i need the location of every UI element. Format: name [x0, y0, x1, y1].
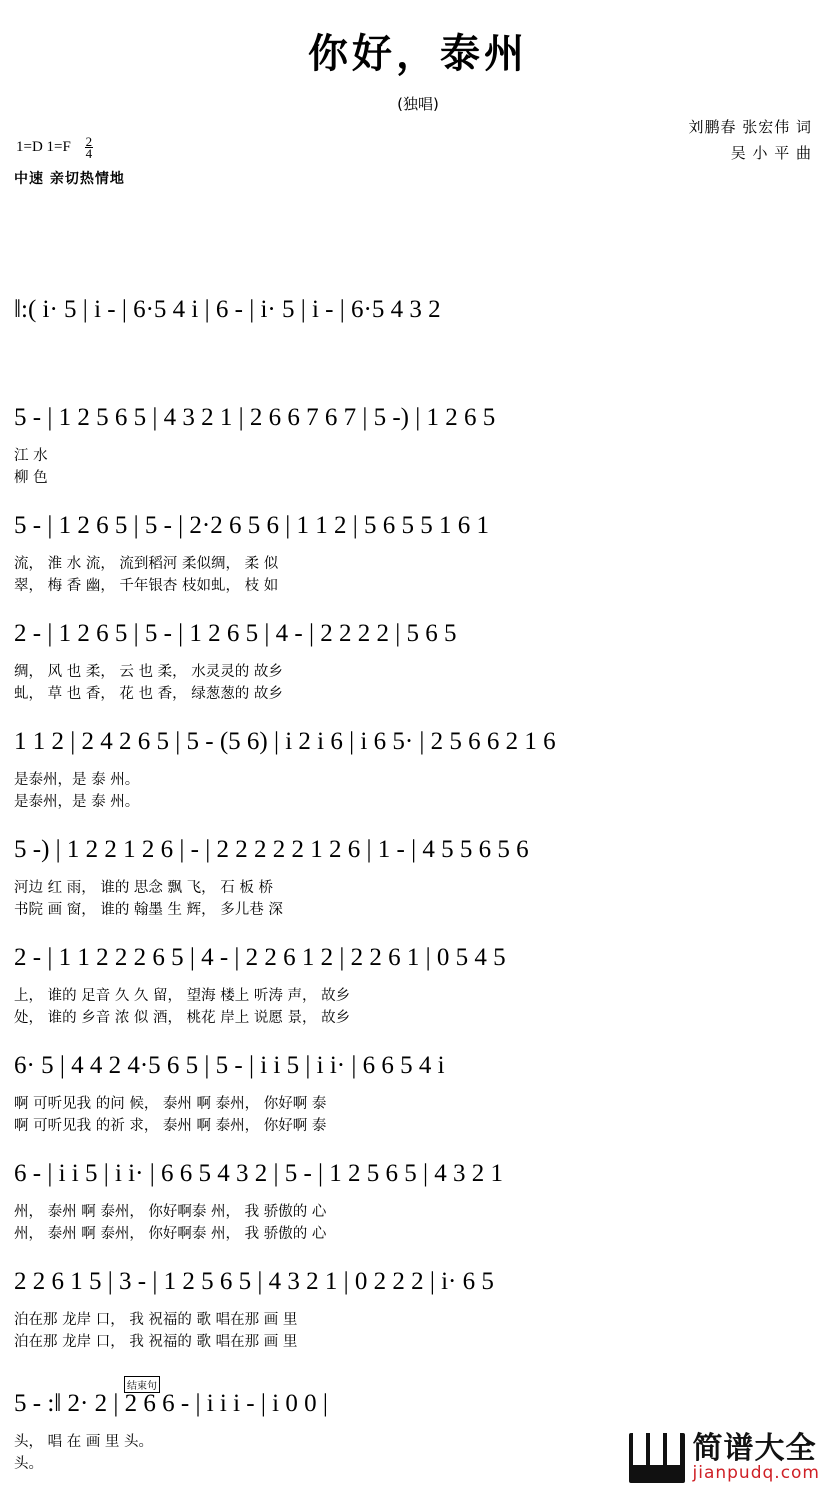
staff-system: [14, 620, 822, 728]
staff-system: [14, 512, 822, 620]
sheet-music-page: [0, 22, 836, 1493]
staff-system: [14, 944, 822, 1052]
note-row: 6 - | i i 5 | i i· | 6 6 5 4 3 2 | 5 - | 1 2 5 6 5 | 4 3 2 1: [14, 1160, 504, 1187]
staff-system: [14, 296, 822, 404]
lyricist: 刘鹏春 张宏伟 词: [688, 118, 812, 136]
key-signature: [16, 136, 93, 159]
note-row: 2 - | 1 1 2 2 2 6 5 | 4 - | 2 2 6 1 2 | 2 2 6 1 | 0 5 4 5: [14, 944, 506, 971]
key-signature-text: 1=D 1=F: [16, 138, 71, 155]
lyric-row-verse1: 上， 谁的 足音 久 久 留， 望海 楼上 听涛 声， 故乡: [14, 988, 351, 1004]
time-signature: [85, 136, 94, 159]
composer: 吴 小 平 曲: [730, 144, 812, 162]
note-row: 5 - :‖ 2· 2 | 2 6 6 - | i i i - | i 0 0 |: [14, 1390, 328, 1417]
staff-system: [14, 1268, 822, 1376]
lyric-row-verse2: 是泰州，是 泰 州。: [14, 794, 140, 810]
staff-system: [14, 1160, 822, 1268]
lyric-row-verse1: 河边 红 雨， 谁的 思念 飘 飞， 石 板 桥: [14, 880, 273, 896]
lyric-row-verse1: 绸， 风 也 柔， 云 也 柔， 水灵灵的 故乡: [14, 664, 283, 680]
lyric-row-verse2: 处， 谁的 乡音 浓 似 酒， 桃花 岸上 说愿 景， 故乡: [14, 1010, 351, 1026]
note-row: 2 2 6 1 5 | 3 - | 1 2 5 6 5 | 4 3 2 1 | 0 2 2 2 | i· 6 5: [14, 1268, 494, 1295]
time-signature-denominator: 4: [85, 146, 93, 161]
piano-keys-icon: [629, 1433, 685, 1483]
note-row: ‖:( i· 5 | i - | 6·5 4 i | 6 - | i· 5 | i - | 6·5 4 3 2: [14, 296, 441, 323]
tempo-marking: 中速 亲切热情地: [14, 171, 125, 187]
lyric-row-verse2: 书院 画 窗， 谁的 翰墨 生 辉， 多儿巷 深: [14, 902, 283, 918]
note-row: 1 1 2 | 2 4 2 6 5 | 5 - (5 6) | i 2 i 6 | i 6 5· | 2 5 6 6 2 1 6: [14, 728, 556, 755]
lyric-row-verse1: 头， 唱 在 画 里 头。: [14, 1434, 154, 1450]
lyric-row-verse2: 啊 可听见我 的祈 求， 泰州 啊 泰州， 你好啊 泰: [14, 1118, 327, 1134]
watermark-title: 简谱大全: [692, 1431, 817, 1467]
staff-system: [14, 404, 822, 512]
lyric-row-verse2: 柳 色: [14, 470, 48, 486]
page-title: 你好，泰州: [308, 31, 528, 77]
watermark-text: [693, 1433, 821, 1482]
note-row: 5 - | 1 2 5 6 5 | 4 3 2 1 | 2 6 6 7 6 7 | 5 -) | 1 2 6 5: [14, 404, 496, 431]
lyric-row-verse1: 流， 淮 水 流， 流到稻河 柔似绸， 柔 似: [14, 556, 279, 572]
credits: [688, 114, 812, 166]
performance-type: (独唱): [397, 95, 439, 113]
site-watermark: [629, 1433, 821, 1483]
watermark-url: jianpudq.com: [692, 1462, 820, 1483]
coda-label: 结束句: [124, 1376, 160, 1393]
lyric-row-verse1: [14, 336, 822, 358]
lyric-row-verse1: 江 水: [14, 448, 48, 464]
lyric-row-verse1: 泊在那 龙岸 口， 我 祝福的 歌 唱在那 画 里: [14, 1312, 298, 1328]
time-signature-numerator: 2: [85, 134, 93, 149]
lyric-row-verse2: 头。: [14, 1456, 43, 1472]
lyric-row-verse1: 是泰州，是 泰 州。: [14, 772, 140, 788]
note-row: 2 - | 1 2 6 5 | 5 - | 1 2 6 5 | 4 - | 2 2 2 2 | 5 6 5: [14, 620, 457, 647]
staff-system: [14, 728, 822, 836]
note-row: 6· 5 | 4 4 2 4·5 6 5 | 5 - | i i 5 | i i· | 6 6 5 4 i: [14, 1052, 445, 1079]
lyric-row-verse1: 啊 可听见我 的问 候， 泰州 啊 泰州， 你好啊 泰: [14, 1096, 327, 1112]
lyric-row-verse1: 州， 泰州 啊 泰州， 你好啊泰 州， 我 骄傲的 心: [14, 1204, 327, 1220]
lyric-row-verse2: [14, 358, 822, 380]
lyric-row-verse2: 泊在那 龙岸 口， 我 祝福的 歌 唱在那 画 里: [14, 1334, 298, 1350]
lyric-row-verse2: 翠， 梅 香 幽， 千年银杏 枝如虬， 枝 如: [14, 578, 279, 594]
staff-system: [14, 836, 822, 944]
staff-system: [14, 1052, 822, 1160]
lyric-row-verse2: 虬， 草 也 香， 花 也 香， 绿葱葱的 故乡: [14, 686, 283, 702]
note-row: 5 - | 1 2 6 5 | 5 - | 2·2 6 5 6 | 1 1 2 | 5 6 5 5 1 6 1: [14, 512, 489, 539]
note-row: 5 -) | 1 2 2 1 2 6 | - | 2 2 2 2 2 1 2 6 | 1 - | 4 5 5 6 5 6: [14, 836, 529, 863]
lyric-row-verse2: 州， 泰州 啊 泰州， 你好啊泰 州， 我 骄傲的 心: [14, 1226, 327, 1242]
